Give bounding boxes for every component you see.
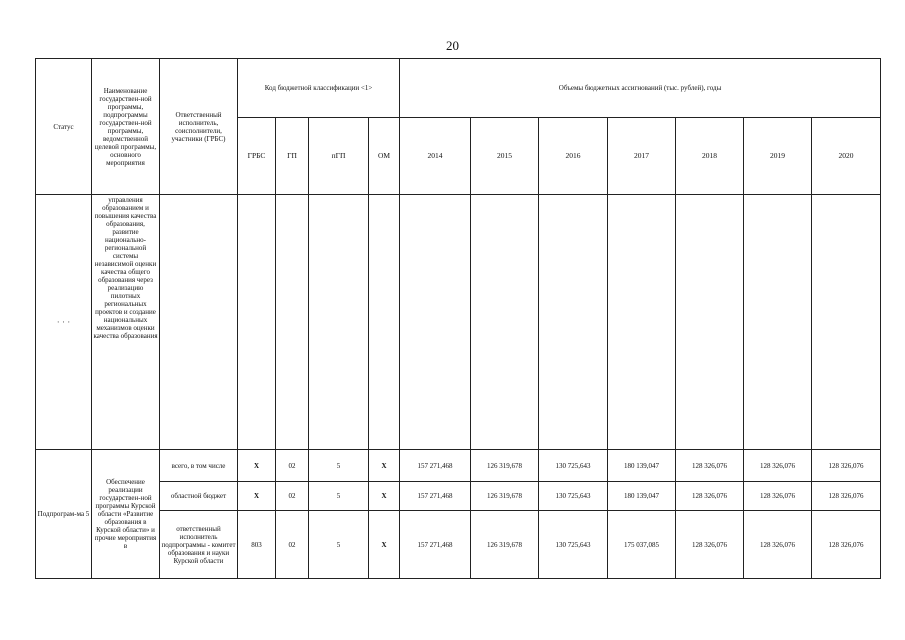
header-code-gp: ГП <box>276 118 309 195</box>
value-cell: 128 326,076 <box>812 511 881 579</box>
empty-cell <box>276 195 309 450</box>
header-year: 2017 <box>608 118 676 195</box>
header-code-grbs: ГРБС <box>238 118 276 195</box>
budget-table <box>35 58 881 579</box>
value-cell: 128 326,076 <box>812 450 881 482</box>
value-cell: 180 139,047 <box>608 450 676 482</box>
value-cell: 128 326,076 <box>744 511 812 579</box>
table-row <box>36 450 881 482</box>
subprogram-status: Подпрограм-ма 5 <box>36 450 92 579</box>
code-gp: 02 <box>276 450 309 482</box>
header-code-pgp: пГП <box>309 118 369 195</box>
header-year: 2016 <box>539 118 608 195</box>
header-year: 2015 <box>471 118 539 195</box>
code-grbs: 803 <box>238 511 276 579</box>
header-name: Наименование государствен-ной программы, подпрограммы государствен-ной программы, ведомственной целевой программы, основного мероприятия <box>92 59 160 195</box>
header-year: 2014 <box>400 118 471 195</box>
code-grbs: X <box>238 450 276 482</box>
header-row <box>36 59 881 118</box>
value-cell: 128 326,076 <box>744 482 812 511</box>
row-responsible: ответственный исполнитель подпрограммы - комитет образования и науки Курской области <box>160 511 238 579</box>
value-cell: 128 326,076 <box>744 450 812 482</box>
stray-mark: · · · <box>56 316 71 327</box>
value-cell: 126 319,678 <box>471 450 539 482</box>
empty-cell <box>309 195 369 450</box>
value-cell: 130 725,643 <box>539 511 608 579</box>
page-number: 20 <box>446 38 459 53</box>
value-cell: 128 326,076 <box>812 482 881 511</box>
header-year: 2019 <box>744 118 812 195</box>
header-code-group: Код бюджетной классификации <1> <box>238 59 400 118</box>
table-row <box>36 482 881 511</box>
continuation-name: управления образованием и повышения качества образования, развитие национально-региональной системы независимой оценки качества общего образования через реализацию пилотных региональных проектов и создание национальных механизмов оценки качества образования <box>92 195 160 450</box>
empty-cell <box>608 195 676 450</box>
empty-cell <box>471 195 539 450</box>
empty-cell <box>744 195 812 450</box>
code-pgp: 5 <box>309 450 369 482</box>
value-cell: 157 271,468 <box>400 511 471 579</box>
value-cell: 180 139,047 <box>608 482 676 511</box>
header-volume-group: Объемы бюджетных ассигнований (тыс. рублей), годы <box>400 59 881 118</box>
code-om: X <box>369 482 400 511</box>
code-gp: 02 <box>276 511 309 579</box>
code-pgp: 5 <box>309 482 369 511</box>
empty-cell <box>238 195 276 450</box>
empty-cell <box>369 195 400 450</box>
code-om: X <box>369 450 400 482</box>
table-row <box>36 511 881 579</box>
value-cell: 175 037,085 <box>608 511 676 579</box>
value-cell: 128 326,076 <box>676 482 744 511</box>
value-cell: 126 319,678 <box>471 511 539 579</box>
row-responsible: всего, в том числе <box>160 450 238 482</box>
row-responsible: областной бюджет <box>160 482 238 511</box>
value-cell: 126 319,678 <box>471 482 539 511</box>
code-grbs: X <box>238 482 276 511</box>
header-year: 2018 <box>676 118 744 195</box>
value-cell: 128 326,076 <box>676 511 744 579</box>
value-cell: 130 725,643 <box>539 482 608 511</box>
continuation-status <box>36 195 92 450</box>
empty-cell <box>400 195 471 450</box>
empty-cell <box>539 195 608 450</box>
code-gp: 02 <box>276 482 309 511</box>
continuation-row <box>36 195 881 450</box>
empty-cell <box>676 195 744 450</box>
subprogram-name: Обеспечение реализации государствен-ной программы Курской области «Развитие образования в Курской области» и прочие мероприятия в <box>92 450 160 579</box>
header-responsible: Ответственный исполнитель, соисполнители, участники (ГРБС) <box>160 59 238 195</box>
code-om: X <box>369 511 400 579</box>
value-cell: 157 271,468 <box>400 450 471 482</box>
value-cell: 157 271,468 <box>400 482 471 511</box>
value-cell: 128 326,076 <box>676 450 744 482</box>
code-pgp: 5 <box>309 511 369 579</box>
header-status: Статус <box>36 59 92 195</box>
empty-cell <box>160 195 238 450</box>
value-cell: 130 725,643 <box>539 450 608 482</box>
empty-cell <box>812 195 881 450</box>
header-code-om: ОМ <box>369 118 400 195</box>
header-year: 2020 <box>812 118 881 195</box>
